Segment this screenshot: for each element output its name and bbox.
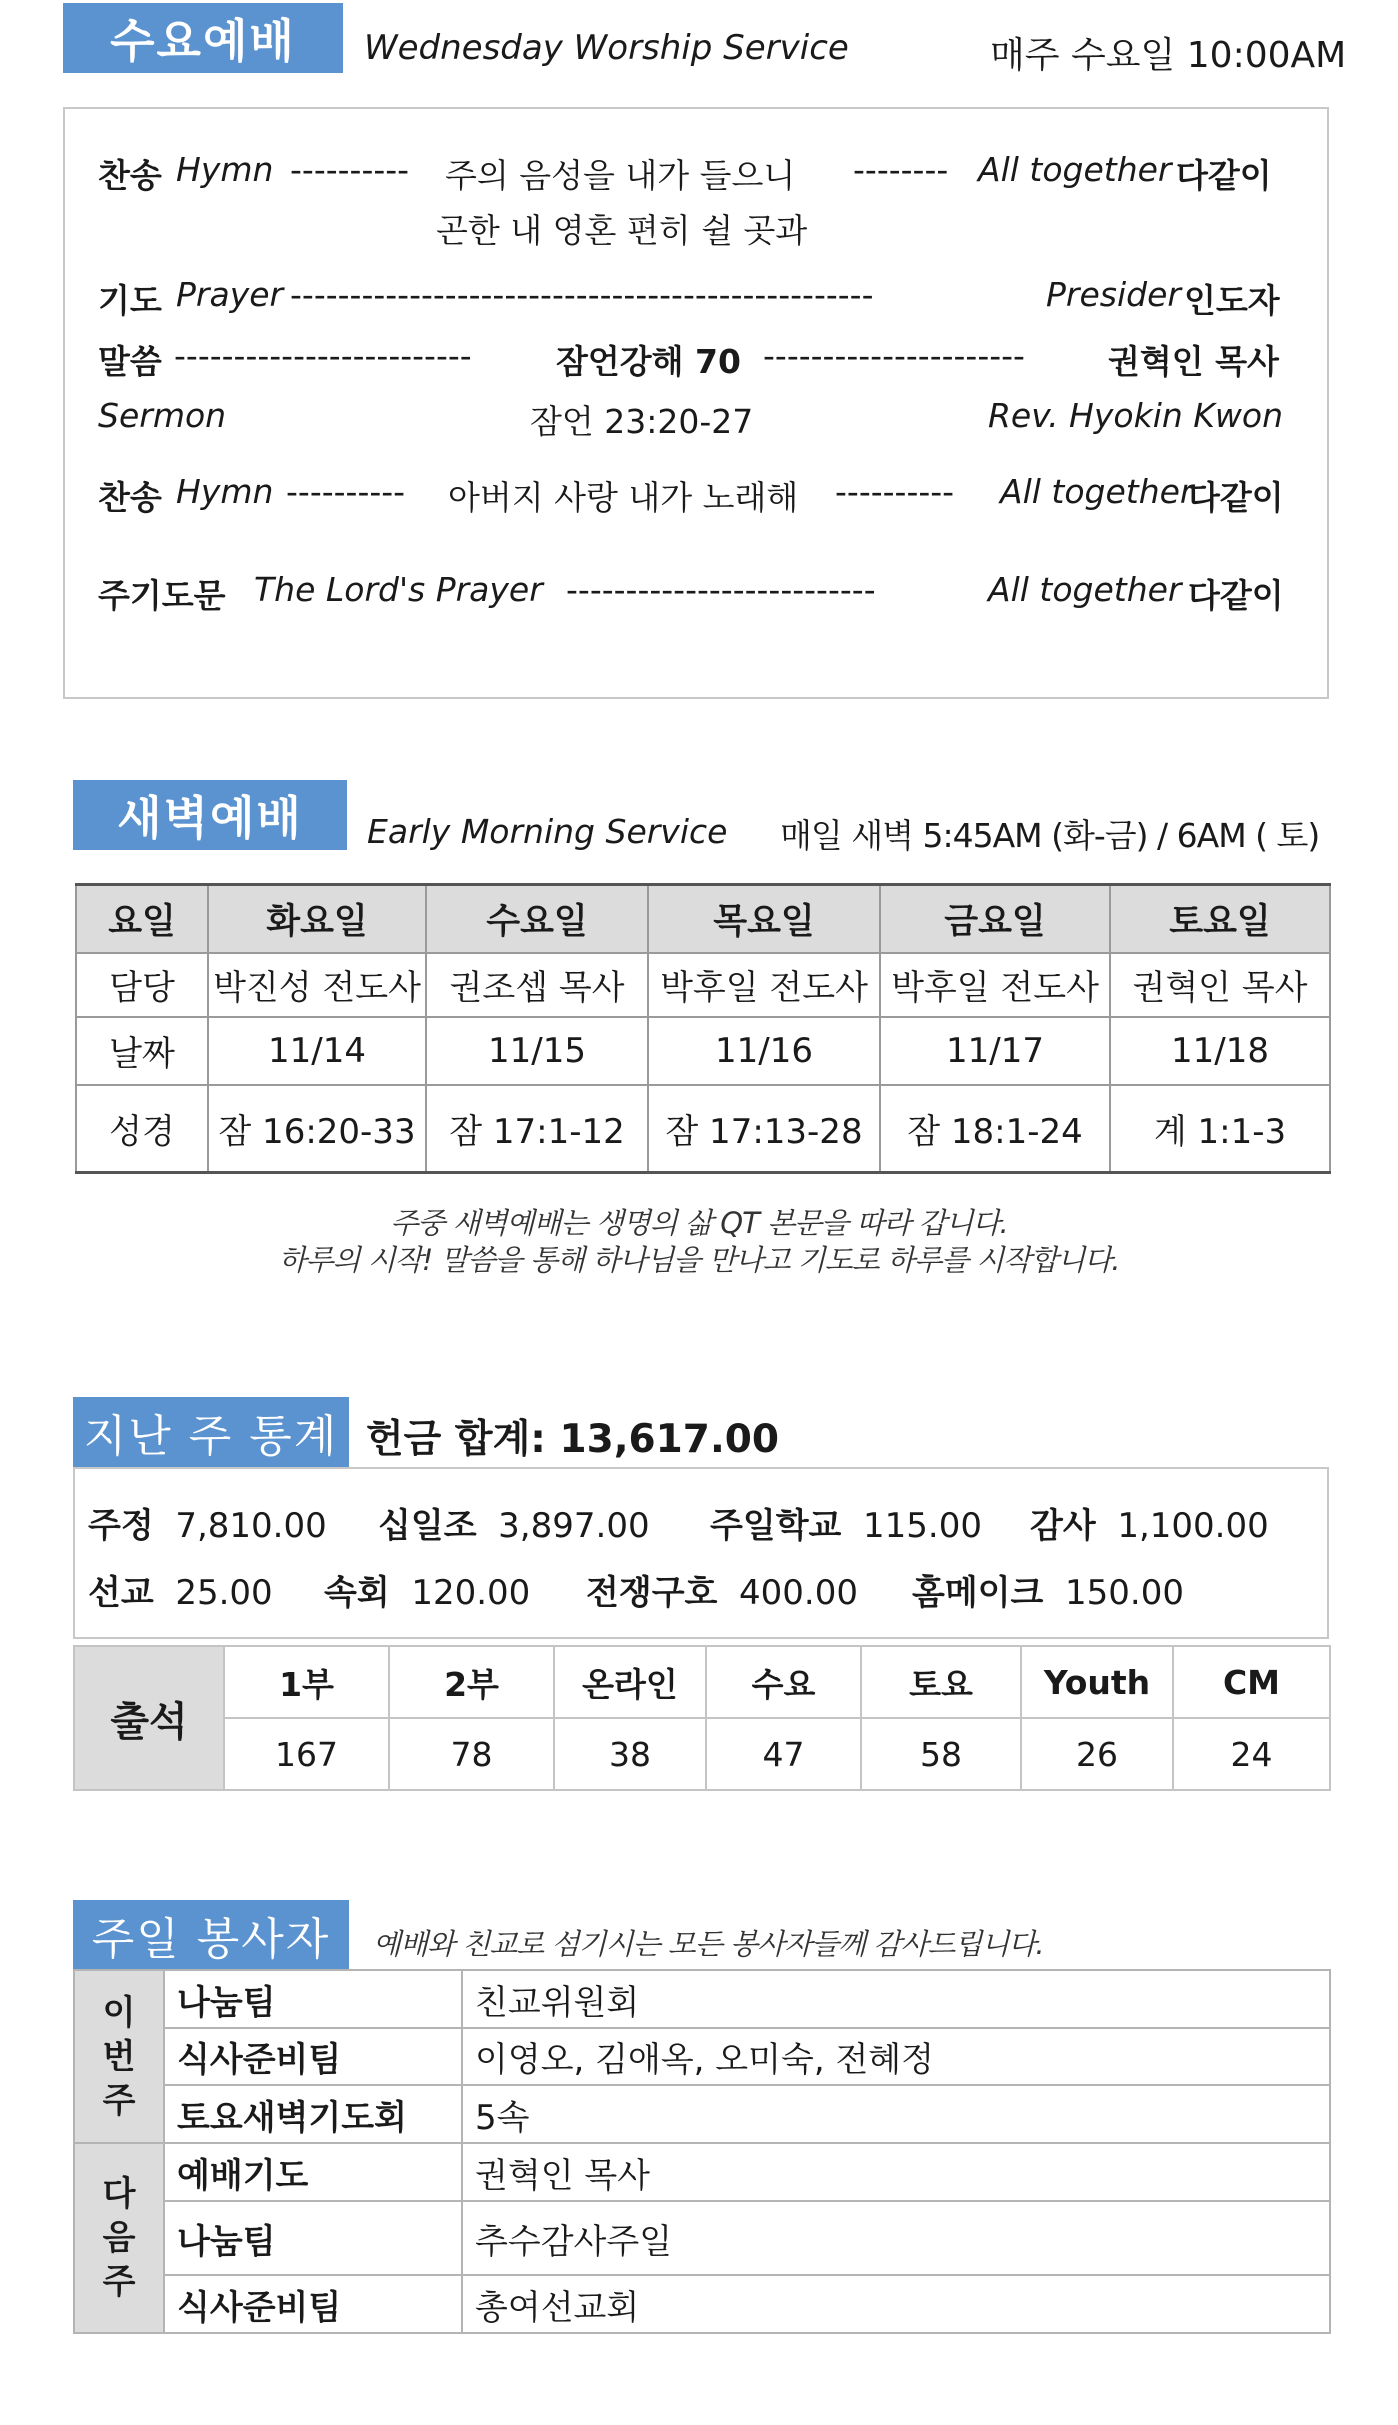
table-cell: 11/17 bbox=[880, 1017, 1110, 1085]
volunteer-role: 예배기도 bbox=[164, 2143, 462, 2201]
volunteer-name: 추수감사주일 bbox=[462, 2201, 1330, 2275]
role-ko: 다같이 bbox=[1188, 478, 1284, 517]
table-cell: 권혁인 목사 bbox=[1110, 953, 1330, 1017]
table-row bbox=[76, 953, 1330, 1017]
wednesday-subtitle: Wednesday Worship Service bbox=[364, 28, 849, 68]
table-cell: 11/16 bbox=[648, 1017, 880, 1085]
dashes: -------------------------- bbox=[566, 570, 876, 609]
header-cell: 금요일 bbox=[880, 885, 1110, 953]
role-ko: 인도자 bbox=[1184, 281, 1280, 320]
attendance-header: 토요 bbox=[861, 1646, 1021, 1718]
role-en: Presider bbox=[1046, 275, 1181, 314]
attendance-label: 출석 bbox=[74, 1646, 224, 1790]
item-en: Hymn bbox=[176, 472, 274, 511]
volunteer-name: 이영오, 김애옥, 오미숙, 전혜정 bbox=[462, 2028, 1330, 2085]
table-cell: 11/18 bbox=[1110, 1017, 1330, 1085]
attendance-header: 온라인 bbox=[554, 1646, 706, 1718]
dashes: ---------- bbox=[290, 150, 410, 189]
volunteer-name: 권혁인 목사 bbox=[462, 2143, 1330, 2201]
table-cell: 박후일 전도사 bbox=[648, 953, 880, 1017]
dashes: ------------------------- bbox=[174, 336, 472, 375]
order-item-hymn-1 bbox=[98, 150, 1294, 200]
volunteers-table bbox=[73, 1969, 1331, 2334]
dashes: ---------------------- bbox=[763, 336, 1025, 375]
table-header-row bbox=[76, 885, 1330, 953]
sermon-series: 잠언강해 70 bbox=[556, 342, 741, 381]
role-en: Rev. Hyokin Kwon bbox=[988, 396, 1284, 435]
role-en: All together bbox=[988, 570, 1182, 609]
attendance-value: 38 bbox=[554, 1718, 706, 1790]
attendance-value: 26 bbox=[1021, 1718, 1173, 1790]
offering-item: 십일조 3,897.00 bbox=[378, 1506, 650, 1546]
attendance-value: 167 bbox=[224, 1718, 389, 1790]
item-en: Prayer bbox=[176, 275, 284, 314]
role-en: All together bbox=[978, 150, 1172, 189]
item-en: Hymn bbox=[176, 150, 274, 189]
item-ko: 말씀 bbox=[98, 342, 162, 381]
order-item-sermon-line2 bbox=[98, 396, 1294, 446]
attendance-header: Youth bbox=[1021, 1646, 1173, 1718]
order-item-hymn-1-line2 bbox=[98, 205, 1294, 255]
early-note-2: 하루의 시작! 말씀을 통해 하나님을 만나고 기도로 하루를 시작합니다. bbox=[278, 1243, 1120, 1277]
offering-item: 감사 1,100.00 bbox=[1030, 1506, 1269, 1546]
offering-item: 선교 25.00 bbox=[88, 1573, 273, 1613]
attendance-table bbox=[73, 1645, 1331, 1791]
next-week-label: 다 음 주 bbox=[74, 2143, 164, 2333]
order-item-prayer bbox=[98, 275, 1294, 325]
role-ko: 다같이 bbox=[1176, 156, 1272, 195]
dashes: ------------------------------------------------- bbox=[290, 275, 874, 314]
row-label: 담당 bbox=[76, 953, 208, 1017]
item-ko: 기도 bbox=[98, 281, 162, 320]
section-tag-wednesday: 수요예배 bbox=[63, 3, 343, 73]
header-cell: 토요일 bbox=[1110, 885, 1330, 953]
dashes: ---------- bbox=[286, 472, 406, 511]
early-subtitle: Early Morning Service bbox=[367, 812, 728, 851]
offering-item: 주일학교 115.00 bbox=[710, 1506, 982, 1546]
section-tag-stats: 지난 주 통계 bbox=[73, 1397, 349, 1467]
table-row bbox=[74, 2085, 1330, 2143]
attendance-header: 2부 bbox=[389, 1646, 554, 1718]
offering-item: 홈메이크 150.00 bbox=[912, 1573, 1184, 1613]
table-cell: 11/14 bbox=[208, 1017, 426, 1085]
volunteer-name: 5속 bbox=[462, 2085, 1330, 2143]
volunteer-role: 토요새벽기도회 bbox=[164, 2085, 462, 2143]
dashes: ---------- bbox=[835, 472, 955, 511]
table-cell: 잠 17:1-12 bbox=[426, 1085, 648, 1173]
header-cell: 목요일 bbox=[648, 885, 880, 953]
volunteers-note: 예배와 친교로 섬기시는 모든 봉사자들께 감사드립니다. bbox=[373, 1927, 1044, 1961]
table-cell: 박진성 전도사 bbox=[208, 953, 426, 1017]
table-cell: 잠 18:1-24 bbox=[880, 1085, 1110, 1173]
role-ko: 다같이 bbox=[1188, 576, 1284, 615]
table-cell: 권조셉 목사 bbox=[426, 953, 648, 1017]
header-cell: 화요일 bbox=[208, 885, 426, 953]
volunteer-name: 총여선교회 bbox=[462, 2275, 1330, 2333]
volunteer-role: 나눔팀 bbox=[164, 2201, 462, 2275]
item-ko: 찬송 bbox=[98, 156, 162, 195]
table-cell: 잠 16:20-33 bbox=[208, 1085, 426, 1173]
section-tag-volunteers: 주일 봉사자 bbox=[73, 1900, 349, 1970]
item-en: Sermon bbox=[98, 396, 227, 435]
wednesday-schedule: 매주 수요일 10:00AM bbox=[990, 35, 1347, 76]
header-cell: 수요일 bbox=[426, 885, 648, 953]
hymn-title: 주의 음성을 내가 들으니 bbox=[445, 156, 796, 195]
table-cell: 박후일 전도사 bbox=[880, 953, 1110, 1017]
attendance-value: 47 bbox=[706, 1718, 861, 1790]
row-label: 날짜 bbox=[76, 1017, 208, 1085]
volunteer-role: 나눔팀 bbox=[164, 1970, 462, 2028]
table-row bbox=[74, 1970, 1330, 2028]
table-row bbox=[74, 2201, 1330, 2275]
volunteer-role: 식사준비팀 bbox=[164, 2028, 462, 2085]
role-ko: 권혁인 목사 bbox=[1108, 342, 1279, 381]
early-schedule-table bbox=[75, 883, 1331, 1174]
item-ko: 찬송 bbox=[98, 478, 162, 517]
row-label: 성경 bbox=[76, 1085, 208, 1173]
role-en: All together bbox=[1000, 472, 1194, 511]
attendance-header-row bbox=[74, 1646, 1330, 1718]
order-item-sermon bbox=[98, 336, 1294, 386]
item-ko: 주기도문 bbox=[98, 576, 226, 615]
section-tag-early-morning: 새벽예배 bbox=[73, 780, 347, 850]
table-row bbox=[74, 2143, 1330, 2201]
table-row bbox=[76, 1085, 1330, 1173]
attendance-header: 수요 bbox=[706, 1646, 861, 1718]
attendance-header: 1부 bbox=[224, 1646, 389, 1718]
offering-total: 헌금 합계: 13,617.00 bbox=[366, 1417, 780, 1462]
early-note-1: 주중 새벽예배는 생명의 삶 QT 본문을 따라 갑니다. bbox=[390, 1206, 1008, 1240]
table-cell: 11/15 bbox=[426, 1017, 648, 1085]
table-cell: 계 1:1-3 bbox=[1110, 1085, 1330, 1173]
volunteer-name: 친교위원회 bbox=[462, 1970, 1330, 2028]
attendance-value: 78 bbox=[389, 1718, 554, 1790]
table-row bbox=[74, 2028, 1330, 2085]
offering-item: 전쟁구호 400.00 bbox=[586, 1573, 858, 1613]
attendance-value: 58 bbox=[861, 1718, 1021, 1790]
order-item-hymn-2 bbox=[98, 472, 1294, 522]
volunteer-role: 식사준비팀 bbox=[164, 2275, 462, 2333]
attendance-value-row bbox=[74, 1718, 1330, 1790]
this-week-label: 이 번 주 bbox=[74, 1970, 164, 2143]
offering-item: 속회 120.00 bbox=[324, 1573, 531, 1613]
hymn-title: 아버지 사랑 내가 노래해 bbox=[448, 478, 799, 517]
table-row bbox=[74, 2275, 1330, 2333]
order-item-lords-prayer bbox=[98, 570, 1294, 620]
offering-item: 주정 7,810.00 bbox=[88, 1506, 327, 1546]
header-cell: 요일 bbox=[76, 885, 208, 953]
table-row bbox=[76, 1017, 1330, 1085]
table-cell: 잠 17:13-28 bbox=[648, 1085, 880, 1173]
item-en: The Lord's Prayer bbox=[254, 570, 543, 609]
scripture: 잠언 23:20-27 bbox=[530, 402, 754, 441]
early-schedule: 매일 새벽 5:45AM (화-금) / 6AM ( 토) bbox=[780, 816, 1320, 855]
dashes: -------- bbox=[853, 150, 949, 189]
hymn-title-line2: 곤한 내 영혼 편히 쉴 곳과 bbox=[436, 211, 808, 250]
attendance-header: CM bbox=[1173, 1646, 1330, 1718]
attendance-value: 24 bbox=[1173, 1718, 1330, 1790]
